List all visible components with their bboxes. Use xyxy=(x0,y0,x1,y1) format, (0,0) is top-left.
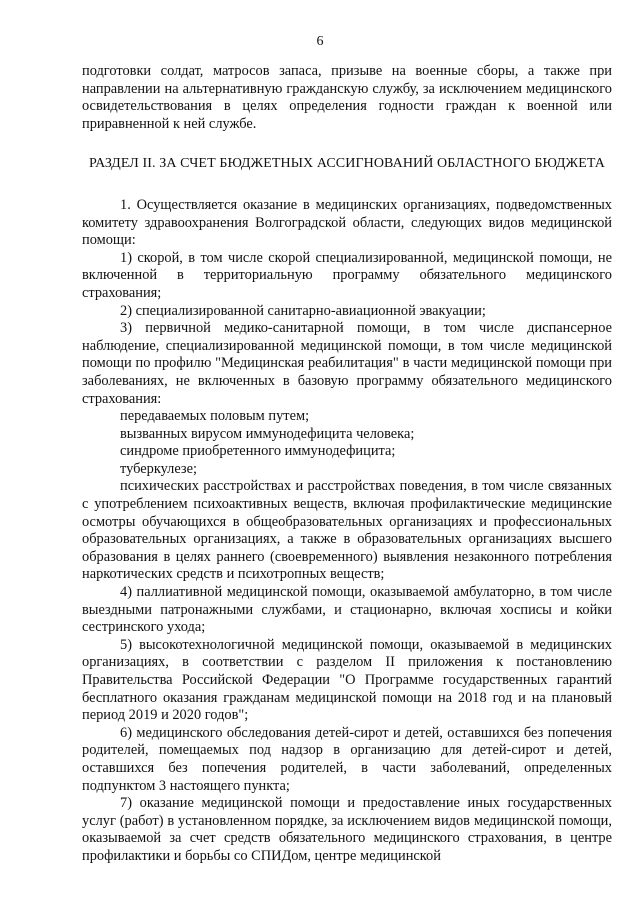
paragraph-subitem-7: 7) оказание медицинской помощи и предоставление иных государственных услуг (работ) в установленном порядке, за исключением видов медицинской помощи, оказываемой за счет средств обязательного медицинского страхования, в центре профилактики и борьбы со СПИДом, центре медицинской xyxy=(82,795,612,864)
paragraph-subitem-5: 5) высокотехнологичной медицинской помощи, оказываемой в медицинских организациях, в соответствии с разделом II приложения к постановлению Правительства Российской Федерации "О Программе государственных гарантий бесплатного оказания гражданам медицинской помощи на 2018 год и на плановый период 2019 и 2020 годов"; xyxy=(82,636,612,724)
document-body xyxy=(82,63,612,866)
paragraph-subitem-4: 4) паллиативной медицинской помощи, оказываемой амбулаторно, в том числе выездными патронажными службами, и стационарно, включая хосписы и койки сестринского ухода; xyxy=(82,584,612,636)
section-heading: РАЗДЕЛ II. ЗА СЧЕТ БЮДЖЕТНЫХ АССИГНОВАНИЙ ОБЛАСТНОГО БЮДЖЕТА xyxy=(88,156,606,172)
disease-list-item: синдроме приобретенного иммунодефицита; xyxy=(120,443,396,460)
disease-list-item: передаваемых половым путем; xyxy=(120,408,310,425)
paragraph-subitem-3: 3) первичной медико-санитарной помощи, в том числе диспансерное наблюдение, специализированной медицинской помощи, в том числе медицинской помощи по профилю "Медицинская реабилитация" в части медицинской помощи при заболеваниях, не включенных в базовую программу обязательного медицинского страхования: xyxy=(82,320,612,407)
disease-list-item: туберкулезе; xyxy=(120,460,197,477)
paragraph-continuation: подготовки солдат, матросов запаса, призыве на военные сборы, а также при направлении на альтернативную гражданскую службу, за исключением медицинского освидетельствования в целях определения годности граждан к военной или приравненной к ней службе. xyxy=(82,63,612,132)
disease-list-item: вызванных вирусом иммунодефицита человека; xyxy=(120,425,415,442)
paragraph-subitem-6: 6) медицинского обследования детей-сирот и детей, оставшихся без попечения родителей, помещаемых под надзор в организацию для детей-сирот и детей, оставшихся без попечения родителей, в части заболеваний, определенных подпунктом 3 настоящего пункта; xyxy=(82,724,612,794)
paragraph-item-1: 1. Осуществляется оказание в медицинских организациях, подведомственных комитету здравоохранения Волгоградской области, следующих видов медицинской помощи: xyxy=(82,196,612,249)
page-number: 6 xyxy=(316,34,324,49)
paragraph-subitem-2: 2) специализированной санитарно-авиационной эвакуации; xyxy=(120,302,486,319)
paragraph-subitem-1: 1) скорой, в том числе скорой специализированной, медицинской помощи, не включенной в территориальную программу обязательного медицинского страхования; xyxy=(82,249,612,301)
disease-list-item-long: психических расстройствах и расстройствах поведения, в том числе связанных с употреблением психоактивных веществ, включая профилактические медицинские осмотры обучающихся в общеобразовательных организациях и профессиональных образовательных организациях, а также в образовательных организациях высшего образования в целях раннего (своевременного) выявления незаконного потребления наркотических средств и психотропных веществ; xyxy=(82,478,612,583)
